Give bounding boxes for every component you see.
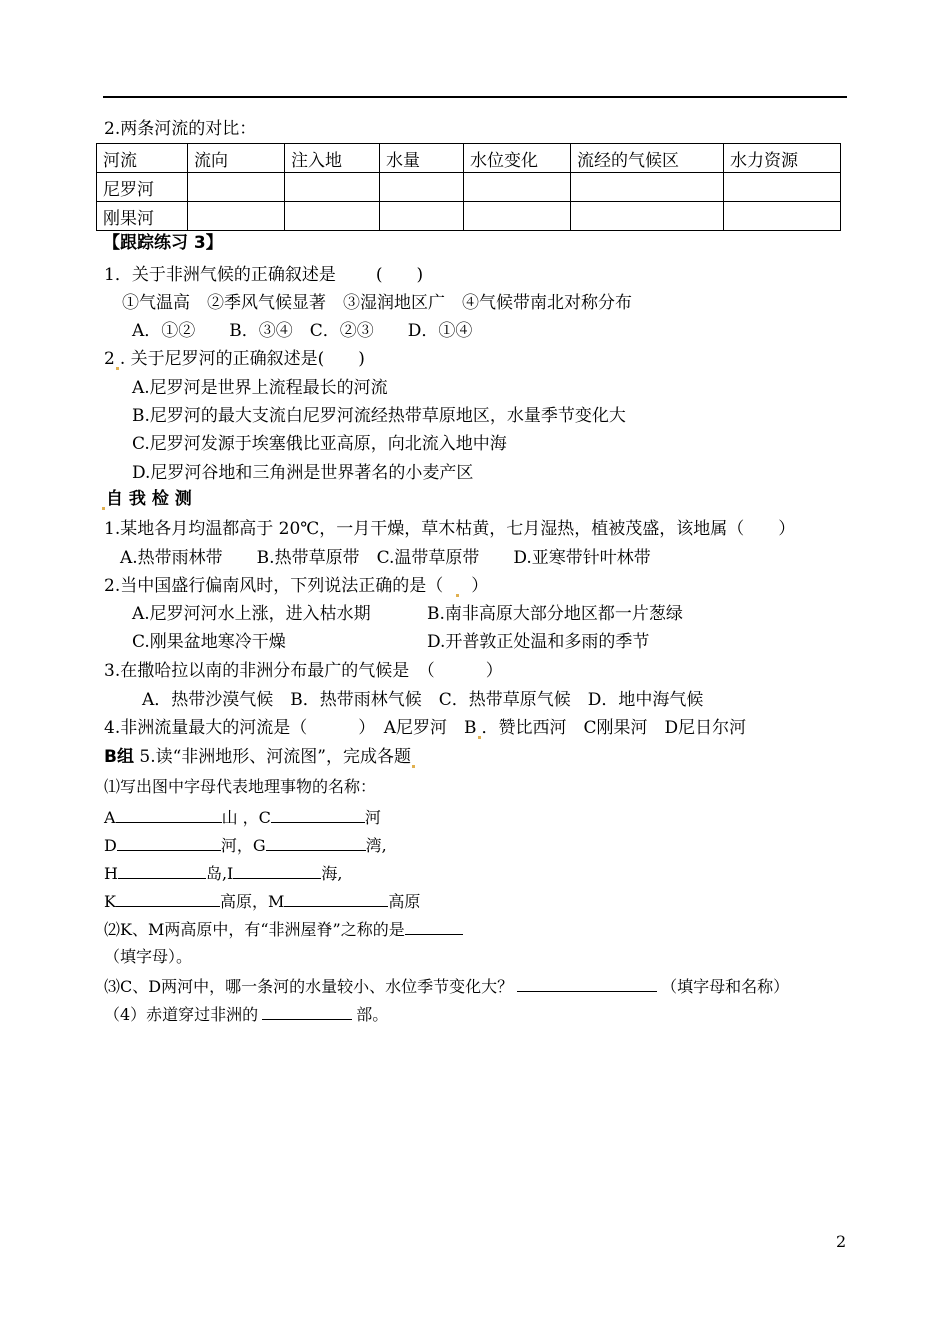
blank-d[interactable] xyxy=(117,834,221,851)
sub3-suffix: （填字母和名称） xyxy=(661,977,790,996)
blank-i[interactable] xyxy=(233,862,321,879)
table-cell xyxy=(464,202,571,231)
blank-river-answer[interactable] xyxy=(517,975,657,992)
question-options: ．赞比西河 C刚果河 D尼日尔河 xyxy=(481,718,747,738)
table-cell xyxy=(380,202,464,231)
label-k: K xyxy=(104,892,116,911)
table-cell xyxy=(571,202,724,231)
practice3-q2-option-b: B.尼罗河的最大支流白尼罗河流经热带草原地区，水量季节变化大 xyxy=(132,406,626,426)
table-cell xyxy=(380,173,464,202)
group-b-sub4 xyxy=(104,1003,388,1026)
table-cell xyxy=(285,173,380,202)
group-b-sub2-suffix: （填字母）。 xyxy=(104,947,193,966)
table-header-cell: 水量 xyxy=(380,144,464,173)
table-cell xyxy=(724,202,841,231)
self-test-q3-stem: 3.在撒哈拉以南的非洲分布最广的气候是 （ ） xyxy=(104,661,503,681)
blank-a[interactable] xyxy=(116,806,222,823)
sub3-text: ⑶C、D两河中，哪一条河的水量较小、水位季节变化大？ xyxy=(104,977,514,996)
group-b-sub3 xyxy=(104,975,789,998)
question-text: 4.非洲流量最大的河流是（ ） A尼罗河 B xyxy=(104,718,477,738)
table-header-row xyxy=(97,144,841,173)
group-b-intro-text: 5.读“非洲地形、河流图”，完成各题 xyxy=(139,747,411,767)
practice3-q2-option-c: C.尼罗河发源于埃塞俄比亚高原，向北流入地中海 xyxy=(132,434,507,454)
mark-dot xyxy=(478,736,481,739)
self-test-title-text: 自 我 检 测 xyxy=(106,489,192,509)
self-test-q2-option-c: C.刚果盆地寒冷干燥 xyxy=(132,632,286,652)
blank-h[interactable] xyxy=(118,862,206,879)
table-header-cell: 流经的气候区 xyxy=(571,144,724,173)
label-i: 岛,I xyxy=(205,864,234,883)
fill-line-dg xyxy=(104,834,387,857)
practice3-q1-stem xyxy=(104,264,423,286)
page-number: 2 xyxy=(836,1232,847,1251)
table-header-cell: 河流 xyxy=(97,144,188,173)
table-header-cell: 水力资源 xyxy=(724,144,841,173)
table-row xyxy=(97,173,841,202)
label-d: D xyxy=(104,836,117,855)
label-c: 山 ，C xyxy=(221,808,271,827)
table-header-cell: 流向 xyxy=(188,144,285,173)
sub2-text: ⑵K、M两高原中，有“非洲屋脊”之称的是 xyxy=(104,920,405,939)
practice3-q1-items: ①气温高 ②季风气候显著 ③湿润地区广 ④气候带南北对称分布 xyxy=(122,293,632,313)
table-cell xyxy=(188,173,285,202)
fill-line-hi xyxy=(104,862,342,885)
blank-roof-of-africa[interactable] xyxy=(405,918,463,935)
question-number: 2 xyxy=(104,349,115,369)
practice3-q2-option-d: D.尼罗河谷地和三角洲是世界著名的小麦产区 xyxy=(132,463,474,483)
label-h: H xyxy=(104,864,118,883)
sub4-text: （4）赤道穿过非洲的 xyxy=(104,1005,259,1024)
practice3-q2-stem xyxy=(104,348,365,370)
self-test-q3-options: A．热带沙漠气候 B．热带雨林气候 C．热带草原气候 D．地中海气候 xyxy=(142,690,704,710)
table-cell xyxy=(464,173,571,202)
group-b-intro xyxy=(104,746,416,768)
table-header-cell: 水位变化 xyxy=(464,144,571,173)
table-cell xyxy=(571,173,724,202)
self-test-q2-option-a: A.尼罗河河水上涨，进入枯水期 xyxy=(132,604,371,624)
blank-k[interactable] xyxy=(116,890,220,907)
blank-equator[interactable] xyxy=(262,1003,352,1020)
mark-dot xyxy=(102,507,105,510)
table-header-cell: 注入地 xyxy=(285,144,380,173)
table-row xyxy=(97,202,841,231)
table-cell xyxy=(724,173,841,202)
sub4-suffix: 部。 xyxy=(356,1005,389,1024)
table-cell: 刚果河 xyxy=(97,202,188,231)
question-text: 1．关于非洲气候的正确叙述是 xyxy=(104,265,336,285)
section-title-river-compare: 2.两条河流的对比： xyxy=(104,119,257,139)
self-test-q2-option-d: D.开普敦正处温和多雨的季节 xyxy=(427,632,650,652)
self-test-title xyxy=(101,488,192,510)
group-b-label: B组 xyxy=(104,747,134,767)
practice3-q2-option-a: A.尼罗河是世界上流程最长的河流 xyxy=(132,378,388,398)
river-comparison-table xyxy=(96,143,841,231)
self-test-q1-stem: 1.某地各月均温都高于 20℃，一月干燥，草木枯黄，七月湿热，植被茂盛，该地属（ ） xyxy=(104,519,796,539)
question-text: . 关于尼罗河的正确叙述是( ) xyxy=(119,349,365,369)
label-a: A xyxy=(104,808,116,827)
mark-dot xyxy=(412,765,415,768)
fill-line-km xyxy=(104,890,420,913)
self-test-q1-options: A.热带雨林带 B.热带草原带 C.温带草原带 D.亚寒带针叶林带 xyxy=(120,548,651,568)
table-cell: 尼罗河 xyxy=(97,173,188,202)
suffix-plateau: 高原 xyxy=(388,892,421,911)
answer-paren: ( ) xyxy=(375,265,424,285)
fill-line-ac xyxy=(104,806,381,829)
table-cell xyxy=(188,202,285,231)
group-b-sub1: ⑴写出图中字母代表地理事物的名称： xyxy=(104,777,377,796)
self-test-q4 xyxy=(104,717,746,739)
label-g: 河，G xyxy=(220,836,266,855)
mark-dot xyxy=(456,594,459,597)
suffix-river: 河 xyxy=(364,808,381,827)
self-test-q2-stem xyxy=(104,575,488,597)
label-m: 高原，M xyxy=(219,892,285,911)
blank-m[interactable] xyxy=(284,890,388,907)
group-b-sub2 xyxy=(104,918,463,941)
blank-g[interactable] xyxy=(266,834,366,851)
practice3-q1-options: A．①② B．③④ C．②③ D．①④ xyxy=(132,321,473,341)
self-test-q2-option-b: B.南非高原大部分地区都一片葱绿 xyxy=(427,604,683,624)
header-rule xyxy=(103,96,847,98)
suffix-sea: 海, xyxy=(321,864,343,883)
mark-dot xyxy=(116,367,119,370)
question-text-end: ） xyxy=(471,576,489,596)
suffix-bay: 湾, xyxy=(365,836,387,855)
blank-c[interactable] xyxy=(271,806,365,823)
table-cell xyxy=(285,202,380,231)
practice3-title: 【跟踪练习 3】 xyxy=(103,233,223,253)
question-text: 2.当中国盛行偏南风时，下列说法正确的是（ xyxy=(104,576,444,596)
